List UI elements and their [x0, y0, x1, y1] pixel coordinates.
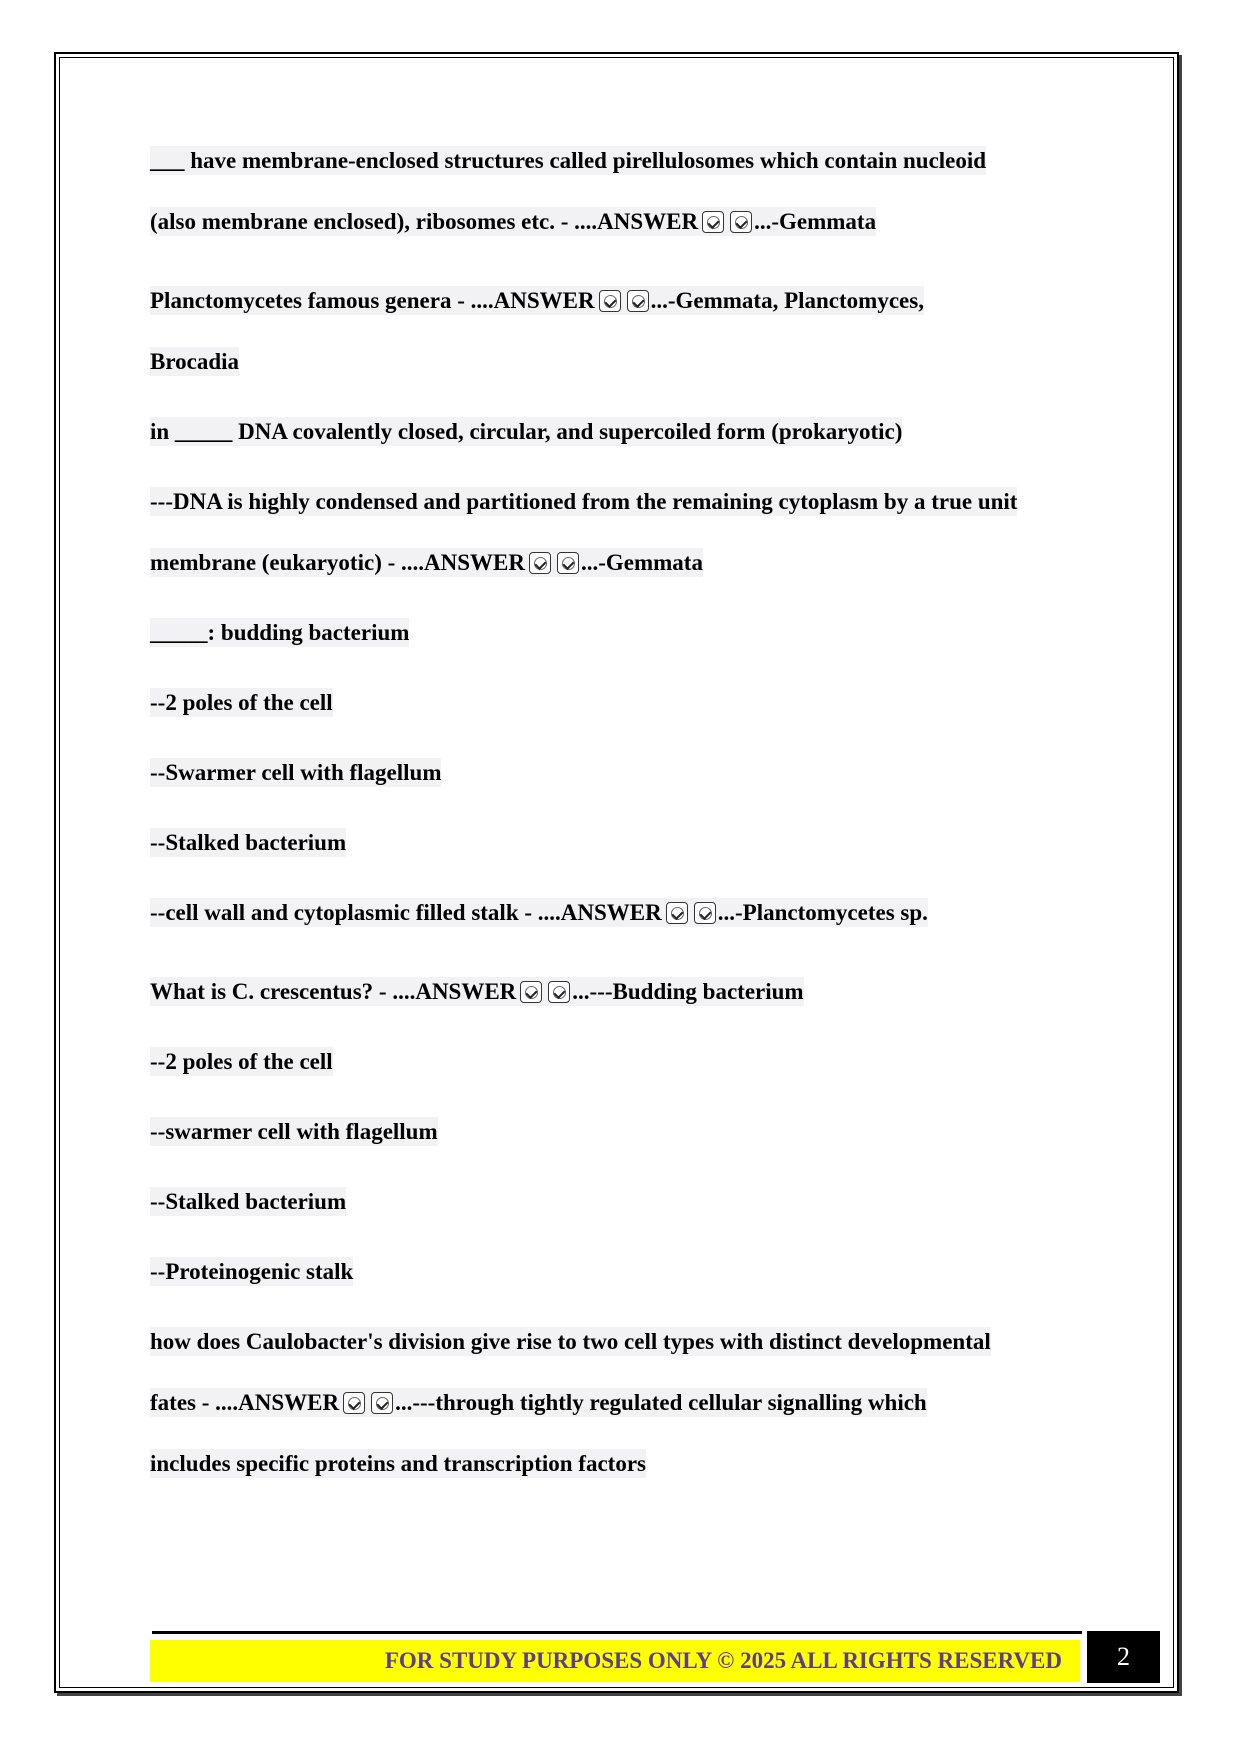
check-box-icon [599, 290, 621, 312]
check-box-icon [627, 290, 649, 312]
text-line: --Proteinogenic stalk [150, 1259, 354, 1284]
check-box-icon [666, 902, 688, 924]
qa-line: What is C. crescentus? - ....ANSWER ...---Budding bacterium [150, 979, 804, 1004]
text-line: --2 poles of the cell [150, 690, 333, 715]
text-line: ___ have membrane-enclosed structures called pirellulosomes which contain nucleoid [150, 148, 987, 173]
check-box-icon [548, 981, 570, 1003]
text-line: --swarmer cell with flagellum [150, 1119, 438, 1144]
footer-rule [152, 1631, 1082, 1634]
check-box-icon [702, 211, 724, 233]
qa-line: --cell wall and cytoplasmic filled stalk - ....ANSWER ...-Planctomycetes sp. [150, 900, 928, 925]
text-line: in _____ DNA covalently closed, circular, and supercoiled form (prokaryotic) [150, 419, 903, 444]
qa-line: Planctomycetes famous genera - ....ANSWER ...-Gemmata, Planctomyces, [150, 288, 924, 313]
text-line: includes specific proteins and transcription factors [150, 1451, 646, 1476]
page-number: 2 [1087, 1631, 1160, 1683]
qa-line: membrane (eukaryotic) - ....ANSWER ...-Gemmata [150, 550, 703, 575]
text-line: --Swarmer cell with flagellum [150, 760, 442, 785]
check-box-icon [529, 552, 551, 574]
text-line: --Stalked bacterium [150, 1189, 347, 1214]
text-line: --2 poles of the cell [150, 1049, 333, 1074]
check-box-icon [371, 1392, 393, 1414]
qa-line: (also membrane enclosed), ribosomes etc. - ....ANSWER ...-Gemmata [150, 209, 877, 234]
text-line: ---DNA is highly condensed and partitioned from the remaining cytoplasm by a true unit [150, 489, 1018, 514]
check-box-icon [520, 981, 542, 1003]
check-box-icon [343, 1392, 365, 1414]
text-line: Brocadia [150, 349, 240, 374]
document-body [150, 143, 1100, 1482]
qa-line: fates - ....ANSWER ...---through tightly regulated cellular signalling which [150, 1390, 927, 1415]
text-line: how does Caulobacter's division give rise to two cell types with distinct developmental [150, 1329, 991, 1354]
text-line: --Stalked bacterium [150, 830, 347, 855]
check-box-icon [730, 211, 752, 233]
footer-copyright: FOR STUDY PURPOSES ONLY © 2025 ALL RIGHTS RESERVED [150, 1640, 1080, 1682]
check-box-icon [694, 902, 716, 924]
text-line: _____: budding bacterium [150, 620, 410, 645]
check-box-icon [557, 552, 579, 574]
